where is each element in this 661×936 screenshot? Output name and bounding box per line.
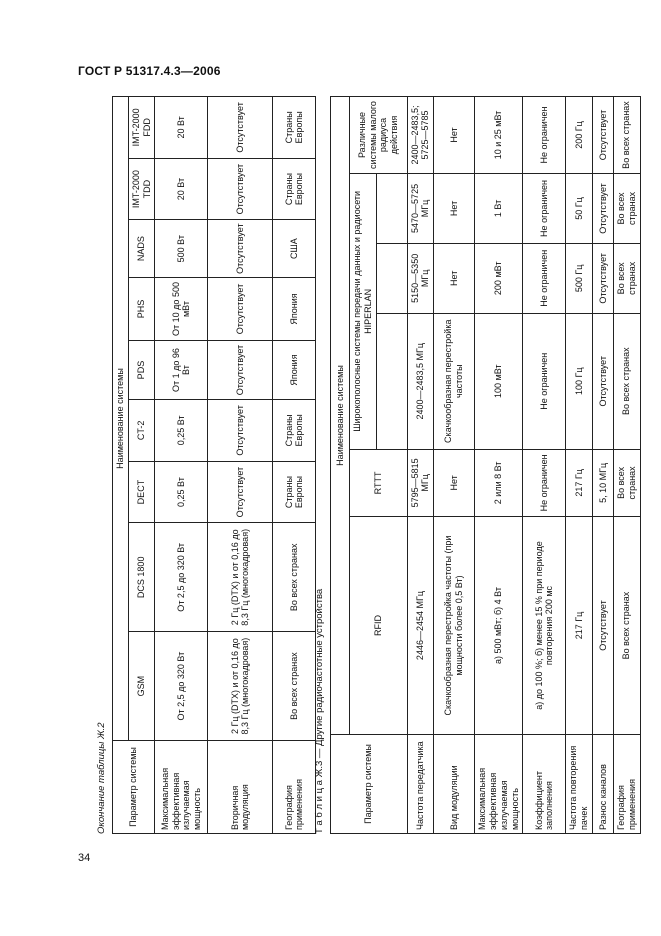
table-cell: Отсутствует — [208, 277, 273, 340]
table-row — [523, 97, 566, 834]
table-row — [566, 97, 593, 834]
table-cell: 2 Гц (DTX) и от 0,16 до 8,3 Гц (многокадровая) — [208, 523, 273, 632]
row-label: Максимальная эффективная излучаемая мощность — [155, 741, 208, 834]
table-cell: Страны Европы — [273, 97, 316, 159]
table-cell: Не ограничен — [523, 243, 566, 313]
table-cell: 20 Вт — [155, 97, 208, 159]
table-cell: 2400—2483,5; 5725—5785 — [407, 97, 434, 174]
table-cell: От 10 до 500 мВт — [155, 277, 208, 340]
empty-header-cell — [376, 243, 407, 313]
systems-row — [128, 97, 155, 834]
table-cell: 5795—5815 МГц — [407, 449, 434, 516]
row-label: Коэффициент заполнения — [523, 735, 566, 834]
table-cell: Страны Европы — [273, 158, 316, 220]
table-cell: 217 Гц — [566, 517, 593, 735]
row-label: География применения — [613, 735, 640, 834]
table-cell: Отсутствует — [208, 220, 273, 277]
table-cell: Нет — [434, 97, 475, 174]
system-name: DCS 1800 — [128, 523, 155, 632]
table-cell: Отсутствует — [592, 97, 613, 174]
system-name: PDS — [128, 341, 155, 400]
table-2-header-row — [331, 97, 350, 834]
subgroup-header: Широкополосные системы передачи данных и радиосети HIPERLAN — [350, 174, 377, 450]
table-cell: Во всех странах — [613, 243, 640, 313]
table-cell: Отсутствует — [592, 313, 613, 449]
table-cell: Не ограничен — [523, 174, 566, 244]
row-label: Вторичная модуляция — [208, 741, 273, 834]
system-name: RTTT — [350, 449, 408, 516]
table-cell: Во всех странах — [613, 517, 640, 735]
table-cell: Во всех странах — [273, 523, 316, 632]
table-row — [155, 97, 208, 834]
table-row — [407, 97, 434, 834]
table-cell: США — [273, 220, 316, 277]
system-name: PHS — [128, 277, 155, 340]
system-name: IMT-2000 FDD — [128, 97, 155, 159]
system-name: CT-2 — [128, 400, 155, 462]
table-1-header-row — [113, 97, 129, 834]
table-2 — [330, 96, 641, 834]
table-cell: От 1 до 96 Вт — [155, 341, 208, 400]
page-number: 34 — [78, 852, 91, 864]
table-cell: Отсутствует — [592, 243, 613, 313]
system-name: RFID — [350, 517, 408, 735]
table-cell: 0,25 Вт — [155, 400, 208, 462]
param-header: Параметр системы — [331, 735, 408, 834]
table-cell: Страны Европы — [273, 461, 316, 523]
table-cell: 2400—2483,5 МГц — [407, 313, 434, 449]
table-cell: Отсутствует — [208, 341, 273, 400]
table-cell: 100 Гц — [566, 313, 593, 449]
table-cell: Во всех странах — [613, 97, 640, 174]
subgroup-row — [350, 97, 377, 834]
table-cell: Скачкообразная перестройка частоты (при мощности более 0,5 Вт) — [434, 517, 475, 735]
system-name: IMT-2000 TDD — [128, 158, 155, 220]
table-cell: 100 мВт — [475, 313, 523, 449]
table-cell: Нет — [434, 174, 475, 244]
system-name: GSM — [128, 632, 155, 741]
row-label: Максимальная эффективная излучаемая мощность — [475, 735, 523, 834]
table-row — [208, 97, 273, 834]
table-cell: 5470—5725 МГц — [407, 174, 434, 244]
table-1 — [112, 96, 316, 834]
table-cell: 5150—5350 МГц — [407, 243, 434, 313]
table-1-caption: Окончание таблицы Ж.2 — [96, 722, 107, 834]
table-cell: Нет — [434, 449, 475, 516]
table-cell: 200 Гц — [566, 97, 593, 174]
table-cell: 20 Вт — [155, 158, 208, 220]
table-cell: 2 Гц (DTX) и от 0,16 до 8,3 Гц (многокадровая) — [208, 632, 273, 741]
system-name: Различные системы малого радиуса действия — [350, 97, 408, 174]
table-cell: Не ограничен — [523, 449, 566, 516]
table-cell: Отсутствует — [208, 97, 273, 159]
table-cell: 2 или 8 Вт — [475, 449, 523, 516]
table-2-rotated — [314, 94, 641, 834]
table-cell: Скачкообразная перестройка частоты — [434, 313, 475, 449]
table-cell: 2446—2454 МГц — [407, 517, 434, 735]
table-cell: 200 мВт — [475, 243, 523, 313]
table-cell: Япония — [273, 277, 316, 340]
table-cell: 5, 10 МГц — [592, 449, 613, 516]
table-cell: 500 Гц — [566, 243, 593, 313]
group-header: Наименование системы — [113, 97, 129, 741]
table-row — [475, 97, 523, 834]
row-label: Частота передатчика — [407, 735, 434, 834]
row-label: Разнос каналов — [592, 735, 613, 834]
table-cell: Отсутствует — [208, 400, 273, 462]
table-cell: 50 Гц — [566, 174, 593, 244]
row-label: География применения — [273, 741, 316, 834]
table-cell: 10 и 25 мВт — [475, 97, 523, 174]
table-cell: Не ограничен — [523, 313, 566, 449]
table-row — [434, 97, 475, 834]
empty-header-cell — [376, 174, 407, 244]
table-cell: Страны Европы — [273, 400, 316, 462]
row-label: Частота повторения пачек — [566, 735, 593, 834]
row-label: Вид модуляции — [434, 735, 475, 834]
table-1-rotated — [96, 94, 316, 834]
table-row — [592, 97, 613, 834]
empty-header-cell — [376, 313, 407, 449]
system-name: DECT — [128, 461, 155, 523]
system-name: NADS — [128, 220, 155, 277]
table-row — [273, 97, 316, 834]
table-cell: Отсутствует — [208, 461, 273, 523]
table-cell: а) 500 мВт; б) 4 Вт — [475, 517, 523, 735]
table-cell: От 2,5 до 320 Вт — [155, 523, 208, 632]
table-cell: 0,25 Вт — [155, 461, 208, 523]
table-cell: Во всех странах — [613, 313, 640, 449]
table-cell: Отсутствует — [592, 174, 613, 244]
table-cell: Япония — [273, 341, 316, 400]
table-cell: Во всех странах — [273, 632, 316, 741]
document-header: ГОСТ Р 51317.4.3—2006 — [78, 64, 221, 78]
group-header: Наименование системы — [331, 97, 350, 735]
table-cell: Отсутствует — [592, 517, 613, 735]
table-2-caption: Т а б л и ц а Ж.3 — Другие радиочастотные устройства — [314, 588, 325, 834]
param-header: Параметр системы — [113, 741, 155, 834]
table-cell: Во всех странах — [613, 449, 640, 516]
table-row — [613, 97, 640, 834]
table-cell: Отсутствует — [208, 158, 273, 220]
table-cell: а) до 100 %; б) менее 15 % при периоде повторения 200 мс — [523, 517, 566, 735]
table-cell: Нет — [434, 243, 475, 313]
table-cell: Во всех странах — [613, 174, 640, 244]
table-cell: 500 Вт — [155, 220, 208, 277]
table-cell: От 2,5 до 320 Вт — [155, 632, 208, 741]
table-cell: 1 Вт — [475, 174, 523, 244]
table-cell: Не ограничен — [523, 97, 566, 174]
table-cell: 217 Гц — [566, 449, 593, 516]
